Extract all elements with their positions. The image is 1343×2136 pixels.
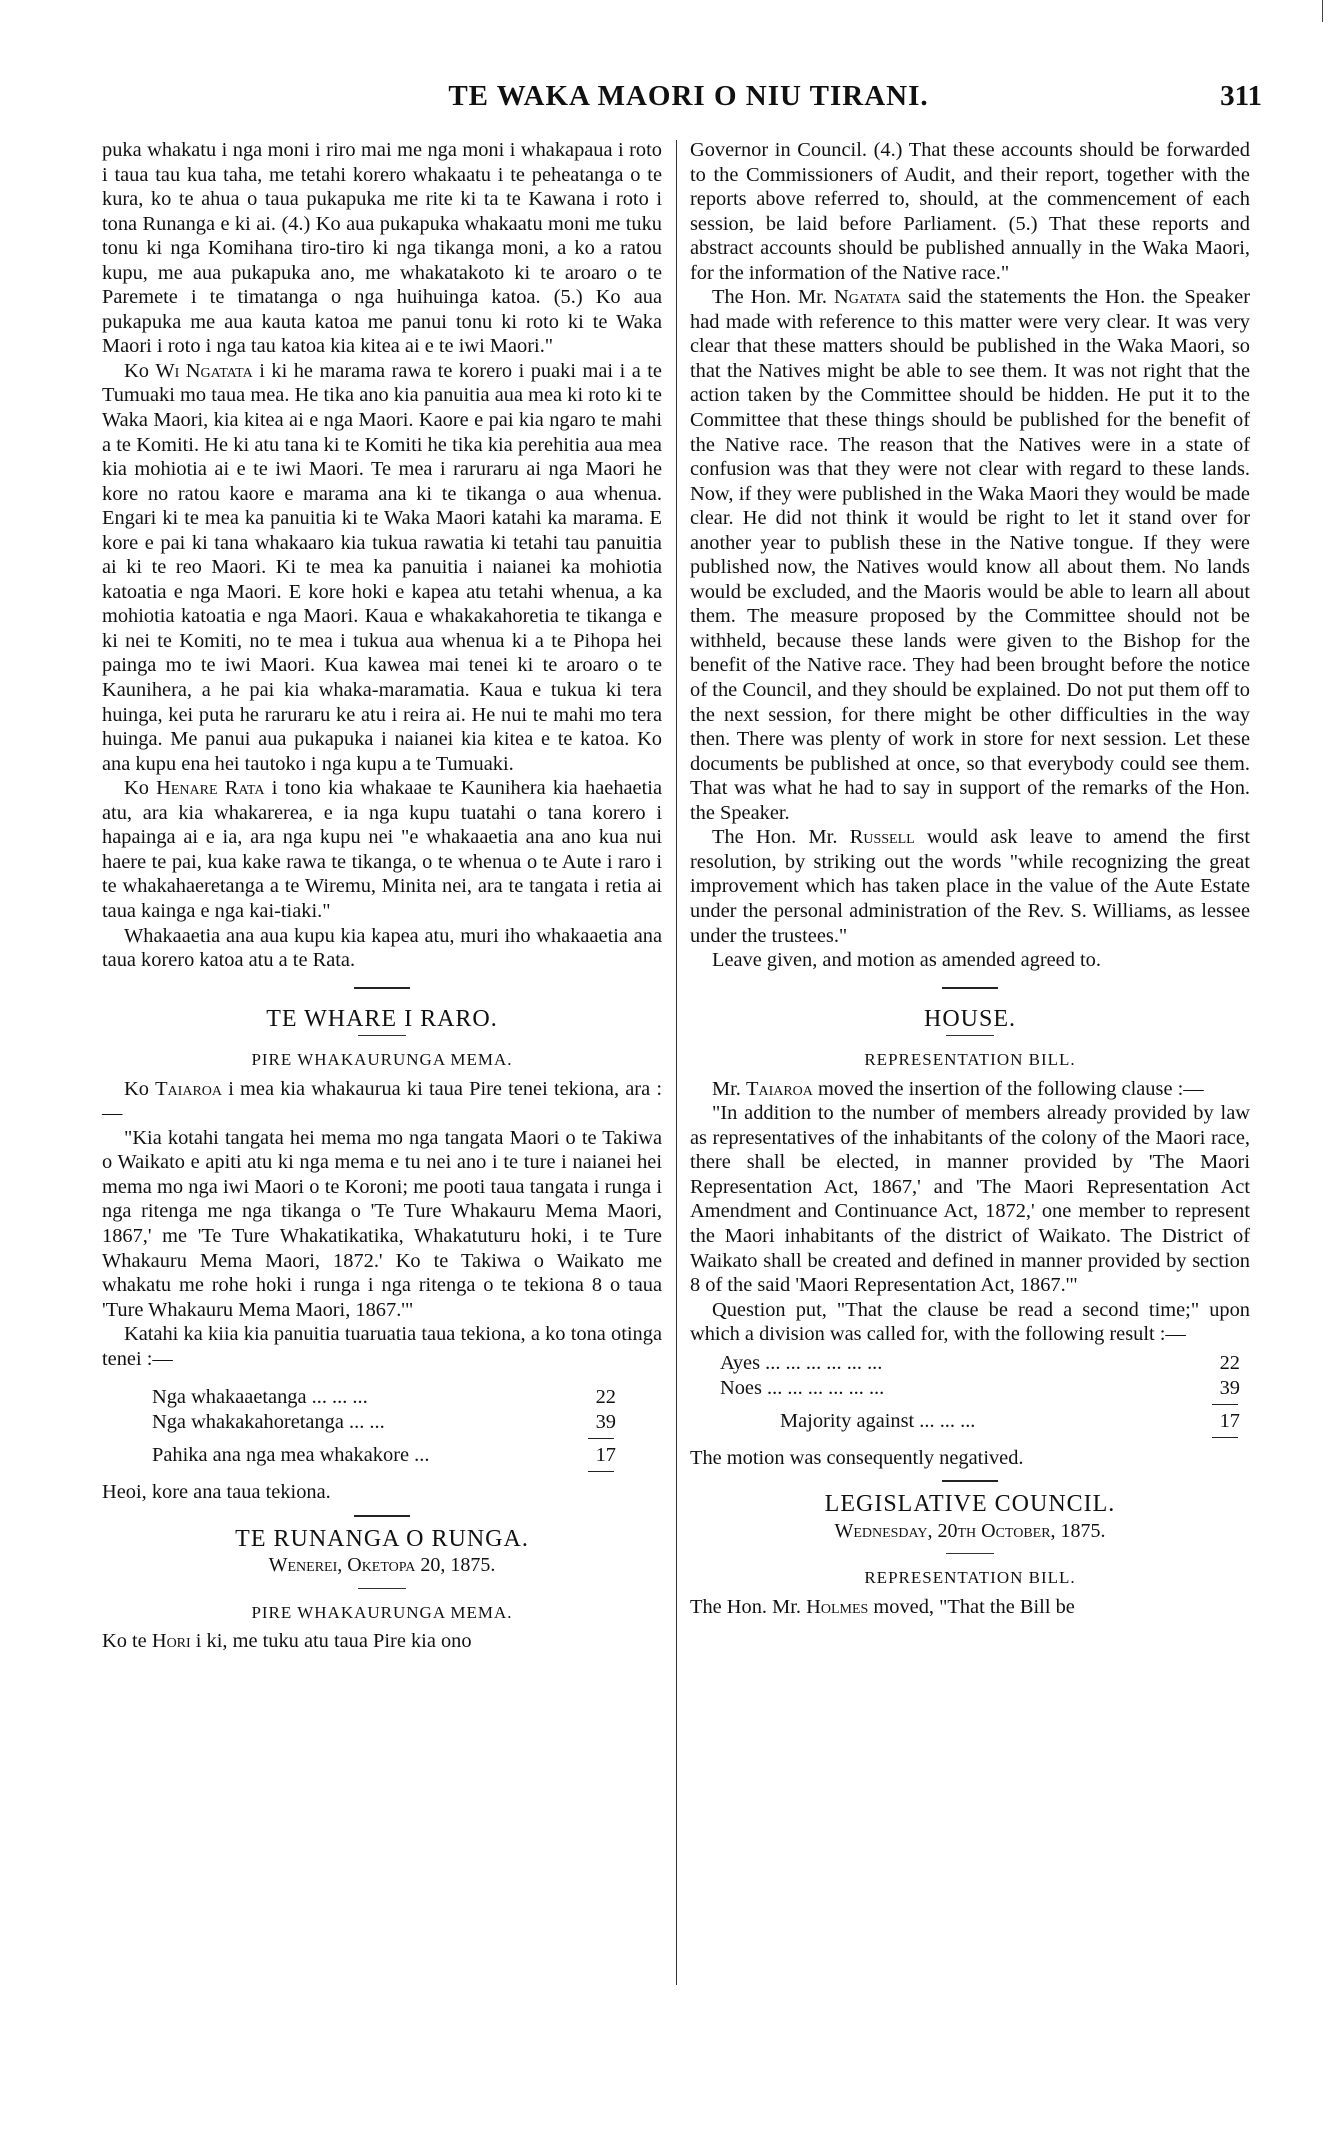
paragraph: Katahi ka kiia kia panuitia tuaruatia taua tekiona, a ko tona otinga tenei :— xyxy=(102,1323,662,1370)
section-heading: TE WHARE I RARO. xyxy=(266,1005,498,1032)
heading-rule xyxy=(946,1035,994,1036)
heading-rule xyxy=(946,1553,994,1554)
paragraph: "Kia kotahi tangata hei mema mo nga tangata Maori o te Takiwa o Waikato e apiti atu ki nga mema e tu nei ano i te ture i naianei hei mema mo nga iwi Maori o te Koroni; me pooti taua tangata i runga i nga ritenga me nga tikanga o 'Te Ture Whakauru Mema Maori, 1867,' me 'Te Ture Whakatikatika, Whakatuturu hoki, i te Ture Whakauru Mema Maori, 1872.' Ko te Takiwa o Waikato me whakatu me rohe hoki i runga i nga ritenga o te tekiona 8 o taua 'Ture Whakauru Mema Maori, 1867.'" xyxy=(102,1126,662,1321)
page-title: TE WAKA MAORI O NIU TIRANI. xyxy=(448,80,929,112)
subsection-heading: PIRE WHAKAURUNGA MEMA. xyxy=(251,1602,513,1622)
paragraph xyxy=(102,1629,662,1654)
tally-value: 22 xyxy=(1219,1351,1240,1374)
margin-mark xyxy=(1322,0,1323,22)
tally-row xyxy=(152,1410,616,1435)
section-heading: HOUSE. xyxy=(923,1005,1016,1032)
paragraph xyxy=(102,776,662,923)
paragraph-text: The Hon. Mr. xyxy=(712,826,850,849)
left-column xyxy=(102,138,662,1654)
paragraph xyxy=(102,359,662,776)
tally-rule-wrap xyxy=(720,1404,1240,1405)
session-date: Wednesday, 20th October, 1875. xyxy=(834,1519,1106,1542)
paragraph xyxy=(690,285,1250,825)
paragraph: Governor in Council. (4.) That these accounts should be forwarded to the Commissioners of Audit, and their report, together with the reports above referred to, should, at the commencement of each session, be laid before Parliament. (5.) That these reports and abstract accounts should be published annually in the Waka Maori, for the information of the Native race." xyxy=(690,139,1250,284)
paragraph xyxy=(690,825,1250,948)
speaker-name: Holmes xyxy=(806,1595,869,1618)
speaker-name: Taiaroa xyxy=(155,1077,223,1100)
paragraph-text: would ask leave to amend the first resolution, by striking out the words "while recognizing the great improvement which has taken place in the value of the Aute Estate under the personal administration of the Rev. S. Williams, as lessee under the trustees." xyxy=(690,826,1250,947)
paragraph: puka whakatu i nga moni i riro mai me nga moni i whakapaua i roto i taua tau kua taha, me tetahi korero whakaatu i te peheatanga o te kura, ko te ahua o taua pukapuka me rite ki ta te Kawana i roto i tona Runanga e ki ai. (4.) Ko aua pukapuka whakaatu moni me tuku tonu ki nga Komihana tiro-tiro ki nga tikanga moni, a ko a ratou kupu, me aua pukapuka ano, me whakatakoto ki te aroaro o te Paremete i te timatanga o nga huihuinga katoa. (5.) Ko aua pukapuka me aua kauta katoa me panui tonu ki roto ki te Waka Maori i roto i nga tau katoa kia kitea ai e te iwi Maori." xyxy=(102,139,662,358)
subsection-heading: REPRESENTATION BILL. xyxy=(864,1050,1076,1070)
paragraph-text: The Hon. Mr. xyxy=(712,286,835,309)
section-divider xyxy=(942,1480,998,1482)
tally-label: Nga whakakahoretanga ... ... xyxy=(152,1411,385,1434)
tally-value: 39 xyxy=(595,1411,616,1434)
tally-rule-wrap xyxy=(152,1471,616,1472)
tally-rule-wrap xyxy=(152,1438,616,1439)
tally-row xyxy=(152,1443,616,1468)
paragraph-text: i mea kia whakaurua ki taua Pire tenei tekiona, ara :— xyxy=(102,1077,662,1125)
heading-rule xyxy=(358,1588,406,1589)
paragraph: Heoi, kore ana taua tekiona. xyxy=(102,1481,331,1504)
vote-tally xyxy=(690,1351,1250,1438)
paragraph: Leave given, and motion as amended agreed to. xyxy=(712,949,1101,972)
tally-row xyxy=(720,1409,1240,1434)
speaker-name: Ngatata xyxy=(834,286,901,309)
section-heading: LEGISLATIVE COUNCIL. xyxy=(824,1491,1116,1518)
section-divider xyxy=(354,987,410,989)
paragraph: Whakaaetia ana aua kupu kia kapea atu, muri iho whakaaetia ana taua korero katoa atu a te Rata. xyxy=(102,924,662,972)
paragraph: The motion was consequently negatived. xyxy=(690,1446,1024,1469)
tally-row xyxy=(152,1385,616,1410)
right-column xyxy=(690,138,1250,1619)
tally-value: 22 xyxy=(595,1386,616,1409)
heading-rule xyxy=(358,1035,406,1036)
tally-rule xyxy=(1212,1404,1238,1405)
paragraph-text: i tono kia whakaae te Kaunihera kia haehaetia atu, ara kia whakarerea, e ia nga kupu tuatahi o tana korero i hapainga ai e ia, ara nga kupu nei "e whakaaetia ana ano kua nui haere te pai, kua kake rawa te tikanga, o te whenua o te Aute i raro i te whakahaeretanga a te Wiremu, Minita nei, ara te tangata i retia ai taua kainga e nga kai-tiaki." xyxy=(102,777,662,922)
page-header xyxy=(115,80,1262,120)
tally-rule xyxy=(588,1471,614,1472)
speaker-name: Henare Rata xyxy=(156,777,265,800)
tally-label: Majority against ... ... ... xyxy=(780,1409,976,1432)
paragraph-text: Ko xyxy=(124,777,157,800)
paragraph-text: Ko xyxy=(124,359,156,382)
tally-rule xyxy=(1212,1437,1238,1438)
paragraph-text: moved the insertion of the following clause :— xyxy=(812,1077,1204,1100)
vote-tally xyxy=(102,1385,662,1472)
paragraph-text: The Hon. Mr. xyxy=(690,1595,807,1618)
speaker-name: Taiaroa xyxy=(746,1077,813,1100)
paragraph: "In addition to the number of members already provided by law as representatives of the inhabitants of the colony of the Maori race, there shall be elected, in manner provided by 'The Maori Representation Act, 1867,' and 'The Maori Representation Act Amendment and Continuance Act, 1872,' one member to represent the Maori inhabitants of the district of Waikato. The District of Waikato shall be created and defined in manner provided by section 8 of the said 'Maori Representation Act, 1867.'" xyxy=(690,1102,1250,1297)
tally-label: Nga whakaaetanga ... ... ... xyxy=(152,1386,368,1409)
paragraph-text: i ki, me tuku atu taua Pire kia ono xyxy=(190,1630,472,1653)
paragraph-text: Ko xyxy=(124,1077,156,1100)
speaker-name: Hori xyxy=(151,1630,191,1653)
paragraph: Question put, "That the clause be read a second time;" upon which a division was called for, with the following result :— xyxy=(690,1298,1250,1346)
tally-row xyxy=(720,1351,1240,1376)
paragraph-text: Mr. xyxy=(712,1077,746,1100)
paragraph xyxy=(690,1595,1250,1620)
section-divider xyxy=(354,1515,410,1517)
tally-label: Ayes ... ... ... ... ... ... xyxy=(720,1351,883,1374)
paragraph-text: said the statements the Hon. the Speaker had made with reference to this matter were very clear. It was very clear that these matters should be published in the Waka Maori, so that the Natives might be able to see them. It was not right that the action taken by the Committee should be hidden. He put it to the Committee that these things should be published for the benefit of the Native race. The reason that the Natives were in a state of confusion was that they were not clear with regard to these lands. Now, if they were published in the Waka Maori they would be made clear. He did not think it would be right to let it stand over for another year to publish these in the Native tongue. If they were published now, the Natives would know all about them. No lands would be excluded, and the Maoris would be able to learn all about them. The measure proposed by the Committee should not be withheld, because these lands were given to the Bishop for the benefit of the Native race. They had been brought before the notice of the Council, and they should be explained. Do not put them off to the next session, for there might be other difficulties in the way then. There was plenty of work in store for next session. Let these documents be published at once, so that everybody could see them. That was what he had to say in support of the remarks of the Hon. the Speaker. xyxy=(690,286,1250,824)
paragraph xyxy=(690,1077,1250,1102)
section-heading: TE RUNANGA O RUNGA. xyxy=(235,1525,529,1552)
tally-rule xyxy=(588,1438,614,1439)
paragraph-text: moved, "That the Bill be xyxy=(868,1595,1075,1618)
column-divider xyxy=(676,140,677,1985)
tally-rule-wrap xyxy=(720,1437,1240,1438)
tally-value: 39 xyxy=(1219,1376,1240,1399)
tally-label: Noes ... ... ... ... ... ... xyxy=(720,1376,885,1399)
section-divider xyxy=(942,987,998,989)
paragraph xyxy=(102,1077,662,1126)
paragraph-text: i ki he marama rawa te korero i puaki mai i a te Tumuaki mo taua mea. He tika ano kia panuitia aua mea ki roto ki te Waka Maori, kia kitea ai e nga Maori. Kaore e pai kia ngaro te mahi a te Komiti. He ki atu tana ki te Komiti he tika kia perehitia aua mea kia mohiotia ai e te iwi Maori. Te mea i raruraru ai nga Maori he kore no ratou kaore e marama ana ki te tikanga o aua whenua. Engari ki te mea ka panuitia ki te Waka Maori katahi ka marama. E kore e pai ki tana whakaaro kia tukua rawatia ki tetahi tau panuitia ai ki te reo Maori. Ki te mea ka panuitia i naianei ka mohiotia katoatia e nga Maori. E kore hoki e kapea atu tetahi whenua, a ka mohiotia katoatia e nga Maori. Kaua e whakakahoretia te tikanga e ki nei te Komiti, no te mea i tukua aua whenua ki a te Pihopa hei painga mo te iwi Maori. Kua kawea mai tenei ki te aroaro o te Kaunihera, a he pai kia whaka-maramatia. Kaua e tukua ki tera huinga, kei puta he raruraru ke atu i reira ai. He nui te mahi mo tera huinga. Me panui aua pukapuka i naianei kia kitea e te katoa. Ko ana kupu ena hei tautoko i nga kupu a te Tumuaki. xyxy=(102,359,662,775)
tally-value: 17 xyxy=(1219,1409,1240,1432)
session-date: Wenerei, Oketopa 20, 1875. xyxy=(268,1554,496,1577)
speaker-name: Russell xyxy=(849,826,915,849)
tally-label: Pahika ana nga mea whakakore ... xyxy=(152,1444,430,1467)
subsection-heading: PIRE WHAKAURUNGA MEMA. xyxy=(251,1050,513,1070)
paragraph-text: Ko te xyxy=(102,1630,152,1653)
page-number: 311 xyxy=(1220,80,1262,112)
speaker-name: Wi Ngatata xyxy=(155,359,253,382)
subsection-heading: REPRESENTATION BILL. xyxy=(864,1568,1076,1588)
tally-row xyxy=(720,1376,1240,1401)
tally-value: 17 xyxy=(595,1444,616,1467)
